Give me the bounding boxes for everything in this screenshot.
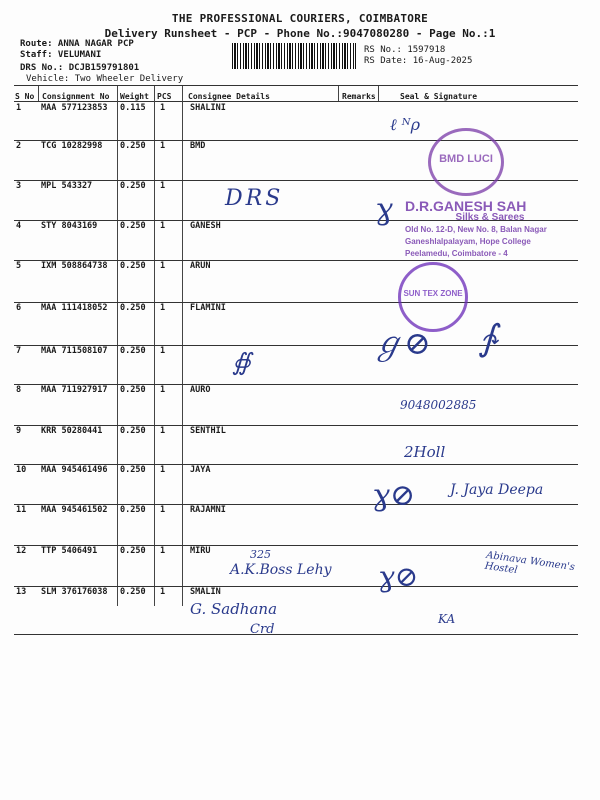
col-pcs: PCS bbox=[157, 92, 172, 101]
drs-number: DRS No.: DCJB159791801 bbox=[20, 63, 140, 73]
cell-sno: 9 bbox=[16, 426, 22, 436]
cell-sno: 5 bbox=[16, 261, 22, 271]
cell-pcs: 1 bbox=[160, 505, 166, 515]
vehicle-label: Vehicle: Two Wheeler Delivery bbox=[26, 74, 184, 84]
cell-consignee: BMD bbox=[190, 141, 206, 151]
ganesh-seal-line3: Ganeshlalpalayam, Hope College bbox=[405, 237, 531, 246]
handwriting-jaya: J. Jaya Deepa bbox=[450, 482, 544, 498]
cell-consignment: MAA 711927917 bbox=[41, 385, 108, 395]
col-consignment: Consignment No bbox=[42, 92, 110, 101]
cell-consignee: MIRU bbox=[190, 546, 211, 556]
cell-sno: 1 bbox=[16, 103, 22, 113]
cell-consignment: MAA 945461502 bbox=[41, 505, 108, 515]
cell-consignment: STY 8043169 bbox=[41, 221, 98, 231]
col-divider bbox=[154, 86, 155, 606]
cell-pcs: 1 bbox=[160, 465, 166, 475]
cell-weight: 0.250 bbox=[120, 221, 146, 231]
cell-sno: 3 bbox=[16, 181, 22, 191]
ganesh-seal-line2: Old No. 12-D, New No. 8, Balan Nagar bbox=[405, 225, 547, 234]
cell-pcs: 1 bbox=[160, 103, 166, 113]
rs-number: RS No.: 1597918 bbox=[364, 45, 446, 55]
cell-consignment: IXM 508864738 bbox=[41, 261, 108, 271]
col-divider bbox=[117, 86, 118, 606]
handwriting-phone: 9048002885 bbox=[400, 398, 477, 412]
cell-consignee: ARUN bbox=[190, 261, 211, 271]
cell-sno: 4 bbox=[16, 221, 22, 231]
handwriting-hostel: Abinava Women's Hostel bbox=[483, 549, 576, 577]
col-consignee: Consignee Details bbox=[188, 92, 270, 101]
cell-sno: 7 bbox=[16, 346, 22, 356]
handwriting-sadhana: G. Sadhana bbox=[190, 600, 278, 618]
cell-pcs: 1 bbox=[160, 546, 166, 556]
cell-weight: 0.250 bbox=[120, 385, 146, 395]
cell-pcs: 1 bbox=[160, 587, 166, 597]
cell-consignment: MAA 945461496 bbox=[41, 465, 108, 475]
handwriting-325: 325 bbox=[250, 548, 271, 561]
cell-consignment: MPL 543327 bbox=[41, 181, 93, 191]
signature-6: ℊ⊘ bbox=[372, 324, 431, 362]
cell-pcs: 1 bbox=[160, 261, 166, 271]
row-divider bbox=[14, 545, 578, 546]
sun-tex-stamp-text: SUN TEX ZONE bbox=[403, 289, 463, 298]
cell-pcs: 1 bbox=[160, 346, 166, 356]
bmd-stamp-text: BMD LUCI bbox=[439, 153, 493, 165]
col-divider bbox=[182, 86, 183, 606]
col-remarks: Remarks bbox=[342, 92, 376, 101]
cell-pcs: 1 bbox=[160, 385, 166, 395]
cell-consignee: SHALINI bbox=[190, 103, 226, 113]
signature-1: ℓ ᴺρ bbox=[390, 115, 420, 134]
signature-12: ɣ⊘ bbox=[378, 560, 419, 593]
barcode bbox=[232, 43, 356, 69]
cell-consignee: FLAMINI bbox=[190, 303, 226, 313]
handwriting-r9: 2Holl bbox=[404, 443, 446, 461]
col-sno: S No bbox=[15, 92, 35, 101]
signature-7: ∯ bbox=[232, 348, 251, 376]
ganesh-seal-name: D.R.GANESH SAH bbox=[405, 198, 527, 214]
cell-consignee: JAYA bbox=[190, 465, 211, 475]
cell-weight: 0.250 bbox=[120, 465, 146, 475]
cell-weight: 0.250 bbox=[120, 587, 146, 597]
col-divider bbox=[38, 86, 39, 101]
sun-tex-stamp bbox=[398, 262, 468, 332]
ganesh-seal bbox=[405, 200, 575, 260]
cell-consignee: GANESH bbox=[190, 221, 221, 231]
cell-weight: 0.250 bbox=[120, 303, 146, 313]
cell-weight: 0.250 bbox=[120, 141, 146, 151]
ganesh-seal-line1: Silks & Sarees bbox=[455, 212, 525, 223]
cell-sno: 12 bbox=[16, 546, 27, 556]
cell-sno: 11 bbox=[16, 505, 27, 515]
cell-consignment: TCG 10282998 bbox=[41, 141, 103, 151]
cell-consignment: MAA 711508107 bbox=[41, 346, 108, 356]
cell-pcs: 1 bbox=[160, 221, 166, 231]
col-weight: Weight bbox=[120, 92, 149, 101]
cell-weight: 0.250 bbox=[120, 261, 146, 271]
cell-consignment: MAA 577123853 bbox=[41, 103, 108, 113]
cell-consignee: RAJAMNI bbox=[190, 505, 226, 515]
handwriting-ka: KA bbox=[438, 612, 456, 626]
cell-pcs: 1 bbox=[160, 181, 166, 191]
cell-pcs: 1 bbox=[160, 303, 166, 313]
col-divider bbox=[338, 86, 339, 101]
cell-weight: 0.250 bbox=[120, 426, 146, 436]
runsheet-subtitle: Delivery Runsheet - PCP - Phone No.:9047080280 - Page No.:1 bbox=[104, 27, 496, 40]
handwriting-crd: Crd bbox=[250, 622, 275, 637]
cell-consignee: SMALIN bbox=[190, 587, 221, 597]
handwriting-drs: DRS bbox=[225, 186, 284, 211]
cell-weight: 0.250 bbox=[120, 546, 146, 556]
col-seal: Seal & Signature bbox=[400, 92, 478, 101]
cell-sno: 6 bbox=[16, 303, 22, 313]
cell-pcs: 1 bbox=[160, 426, 166, 436]
cell-consignee: AURO bbox=[190, 385, 211, 395]
cell-consignee: SENTHIL bbox=[190, 426, 226, 436]
cell-weight: 0.115 bbox=[120, 103, 146, 113]
company-title: THE PROFESSIONAL COURIERS, COIMBATORE bbox=[171, 12, 429, 25]
bmd-stamp bbox=[428, 128, 504, 196]
signature-3: ɣ bbox=[375, 192, 393, 227]
cell-weight: 0.250 bbox=[120, 505, 146, 515]
handwriting-boss: A.K.Boss Lehy bbox=[230, 562, 332, 578]
cell-sno: 10 bbox=[16, 465, 27, 475]
cell-pcs: 1 bbox=[160, 141, 166, 151]
ganesh-seal-line4: Peelamedu, Coimbatore - 4 bbox=[405, 249, 508, 258]
cell-consignment: KRR 50280441 bbox=[41, 426, 103, 436]
cell-sno: 2 bbox=[16, 141, 22, 151]
cell-consignment: MAA 111418052 bbox=[41, 303, 108, 313]
cell-weight: 0.250 bbox=[120, 346, 146, 356]
col-divider bbox=[378, 86, 379, 101]
cell-sno: 8 bbox=[16, 385, 22, 395]
rs-date: RS Date: 16-Aug-2025 bbox=[364, 56, 473, 66]
route-label: Route: ANNA NAGAR PCP bbox=[20, 39, 134, 49]
cell-sno: 13 bbox=[16, 587, 27, 597]
signature-10: ɣ⊘ bbox=[372, 478, 416, 513]
cell-consignment: TTP 5406491 bbox=[41, 546, 98, 556]
table-top-line bbox=[14, 85, 578, 86]
table-header-line bbox=[14, 101, 578, 102]
row-divider bbox=[14, 634, 578, 635]
cell-weight: 0.250 bbox=[120, 181, 146, 191]
staff-label: Staff: VELUMANI bbox=[20, 50, 102, 60]
signature-6b: ∱ bbox=[478, 318, 497, 359]
cell-consignment: SLM 376176038 bbox=[41, 587, 108, 597]
